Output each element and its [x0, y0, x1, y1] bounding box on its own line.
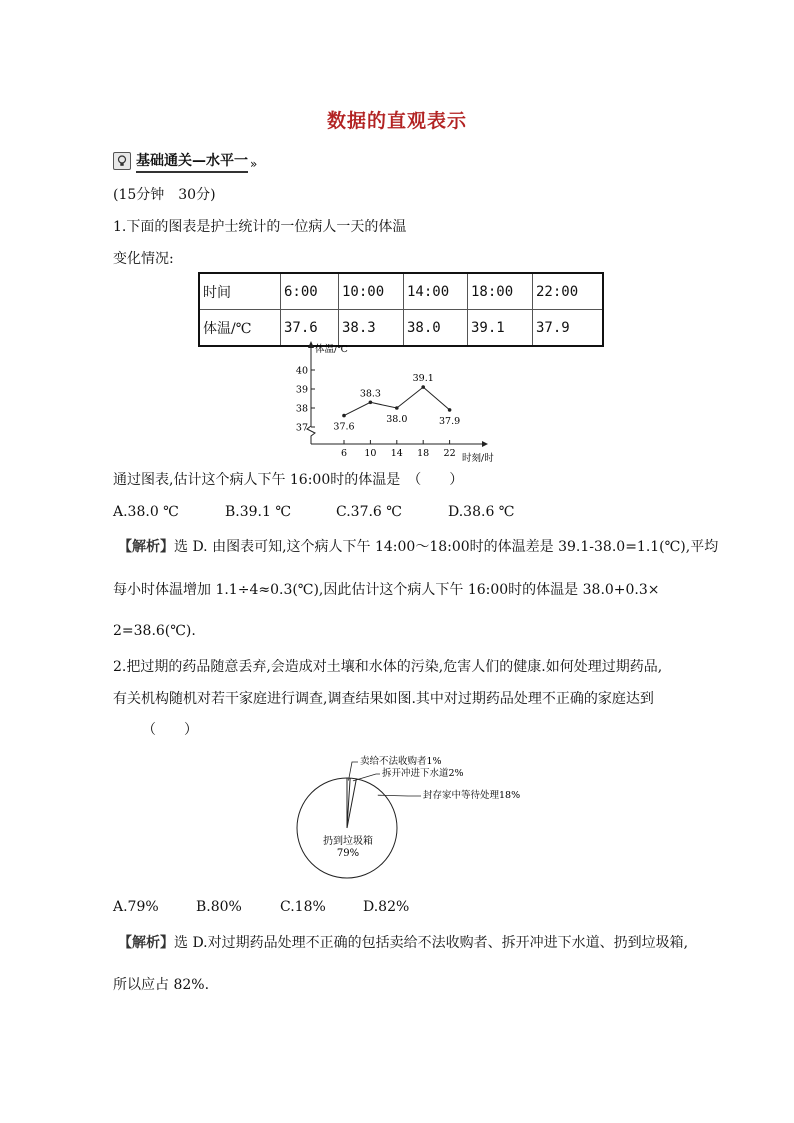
q1-analysis-line2: 每小时体温增加 1.1÷4≈0.3(℃),因此估计这个病人下午 16:00时的体温是 38.0+0.3× [113, 582, 660, 598]
double-chevron-icon: » [250, 157, 258, 171]
y-tick-label: 37 [295, 422, 308, 434]
q2-option-b: B.80% [196, 899, 242, 915]
table-cell: 37.9 [533, 310, 604, 347]
page-title: 数据的直观表示 [326, 110, 467, 132]
table-cell: 37.6 [281, 310, 339, 347]
section-header [113, 150, 257, 172]
table-cell: 38.0 [404, 310, 468, 347]
section-label: 基础通关—水平一 [136, 150, 248, 173]
analysis-tag: 【解析】 [118, 539, 174, 555]
y-axis [307, 348, 315, 444]
lightbulb-icon [113, 152, 131, 170]
time-note: (15分钟 30分) [113, 187, 216, 203]
q1-analysis-line1: 选 D. 由图表可知,这个病人下午 14:00～18:00时的体温差是 39.1-38.0=1.1(℃),平均 [174, 539, 719, 555]
data-point [421, 385, 425, 389]
data-label: 39.1 [412, 373, 434, 385]
q1-line1: 1.下面的图表是护士统计的一位病人一天的体温 [113, 219, 407, 235]
table-cell: 39.1 [468, 310, 533, 347]
q2-paren: （ ） [142, 722, 198, 738]
data-label: 38.0 [386, 414, 408, 425]
slice-label: 扔到垃圾箱 [323, 836, 373, 847]
table-cell: 18:00 [468, 273, 533, 310]
q1-line2: 变化情况: [113, 251, 174, 267]
x-tick-label: 18 [417, 448, 430, 459]
analysis-tag: 【解析】 [118, 935, 174, 951]
data-point [395, 406, 399, 410]
x-tick-label: 22 [443, 448, 456, 459]
data-label: 37.9 [439, 415, 461, 427]
q2-option-d: D.82% [363, 899, 410, 915]
temperature-line-chart [295, 338, 494, 464]
slice-label: 封存家中等待处理18% [423, 790, 521, 801]
x-tick-label: 6 [340, 448, 348, 459]
table-cell: 6:00 [281, 273, 339, 310]
table-cell: 38.3 [339, 310, 404, 347]
temperature-table [198, 272, 604, 347]
slice-label: 拆开冲进下水道2% [382, 768, 464, 779]
table-cell: 10:00 [339, 273, 404, 310]
q2-line2: 有关机构随机对若干家庭进行调查,调查结果如图.其中对过期药品处理不正确的家庭达到 [113, 691, 654, 707]
q2-analysis-line2: 所以应占 82%. [113, 977, 210, 993]
q1-option-a: A.38.0 ℃ [113, 504, 179, 520]
x-tick-label: 14 [390, 448, 403, 459]
y-tick-label: 38 [295, 403, 308, 415]
q1-analysis-line3: 2=38.6(℃). [113, 623, 196, 639]
x-tick-label: 10 [364, 448, 377, 459]
q2-line1: 2.把过期的药品随意丢弃,会造成对土壤和水体的污染,危害人们的健康.如何处理过期药品, [113, 659, 663, 675]
q1-option-d: D.38.6 ℃ [448, 504, 515, 520]
leader-line [353, 774, 380, 781]
data-label: 38.3 [359, 388, 381, 400]
q1-option-b: B.39.1 ℃ [225, 504, 292, 520]
data-label: 37.6 [333, 421, 355, 433]
table-cell: 14:00 [404, 273, 468, 310]
y-tick-label: 39 [295, 384, 308, 396]
y-tick-label: 40 [295, 365, 308, 377]
q1-option-c: C.37.6 ℃ [336, 504, 402, 520]
x-axis-arrow [482, 441, 488, 447]
y-axis-arrow [308, 341, 314, 348]
data-point [448, 408, 452, 412]
q2-option-a: A.79% [113, 899, 159, 915]
y-axis-label: 体温/℃ [315, 344, 348, 355]
x-axis-label: 时刻/时 [462, 453, 494, 464]
slice-label: 卖给不法收购者1% [360, 756, 442, 767]
table-cell: 时间 [199, 273, 281, 310]
data-point [342, 414, 346, 418]
data-point [369, 401, 373, 405]
medicine-disposal-pie-chart [290, 750, 520, 886]
slice-value-label: 79% [336, 848, 360, 859]
q2-option-c: C.18% [280, 899, 326, 915]
table-cell: 体温/℃ [199, 310, 281, 347]
q2-analysis-line1: 选 D.对过期药品处理不正确的包括卖给不法收购者、拆开冲进下水道、扔到垃圾箱, [174, 935, 689, 951]
table-row [199, 273, 603, 310]
table-cell: 22:00 [533, 273, 604, 310]
q1-question: 通过图表,估计这个病人下午 16:00时的体温是 （ ） [113, 472, 464, 488]
